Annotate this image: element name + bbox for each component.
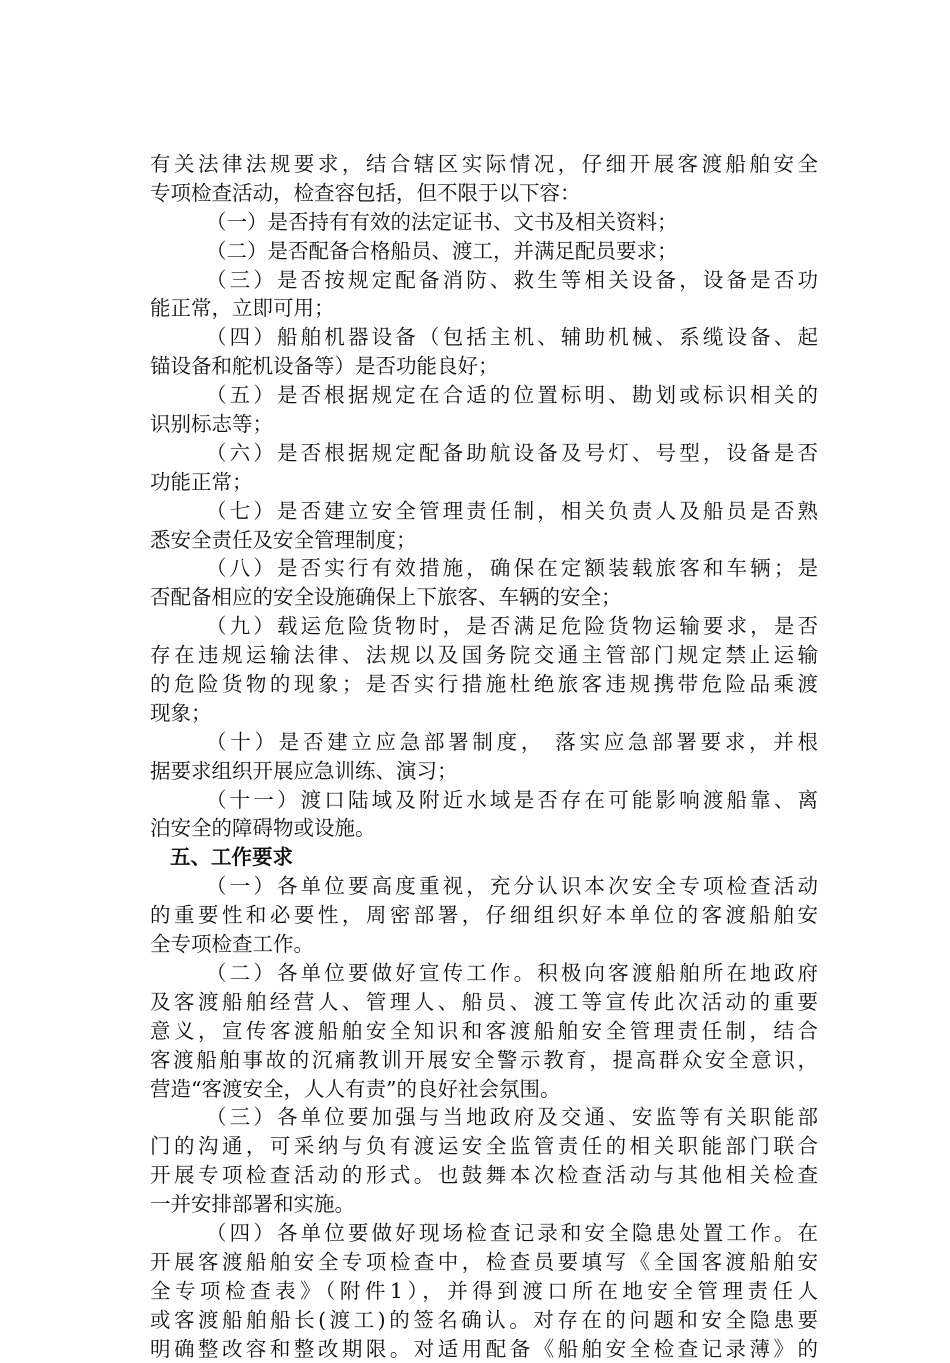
text-line: 的重要性和必要性，周密部署，仔细组织好本单位的客渡船舶安 [150, 903, 818, 928]
text-line: 开展专项检查活动的形式。也鼓舞本次检查活动与其他相关检查 [150, 1163, 818, 1188]
text-line: （二）是否配备合格船员、渡工，并满足配员要求； [206, 238, 678, 263]
text-line: 据要求组织开展应急训练、演习； [150, 758, 458, 783]
text-line: 泊安全的障碍物或设施。 [150, 816, 376, 841]
text-line: 开展客渡船舶安全专项检查中，检查员要填写《全国客渡船舶安 [150, 1249, 818, 1274]
text-line: 能正常，立即可用； [150, 296, 335, 321]
text-line: 否配备相应的安全设施确保上下旅客、车辆的安全； [150, 585, 622, 610]
text-line: （五）是否根据规定在合适的位置标明、勘划或标识相关的 [206, 383, 818, 408]
text-line: （六）是否根据规定配备助航设备及号灯、号型，设备是否 [206, 440, 818, 465]
text-line: 全专项检查工作。 [150, 932, 314, 957]
text-line: （十）是否建立应急部署制度， 落实应急部署要求，并根 [206, 729, 818, 754]
text-line: 有关法律法规要求，结合辖区实际情况，仔细开展客渡船舶安全 [150, 152, 818, 176]
text-line: 一并安排部署和实施。 [150, 1192, 355, 1217]
text-line: （八）是否实行有效措施，确保在定额装载旅客和车辆；是 [206, 556, 818, 581]
text-line: （四）船舶机器设备（包括主机、辅助机械、系缆设备、起 [206, 325, 818, 350]
text-line: 明确整改容和整改期限。对适用配备《船舶安全检查记录薄》的 [150, 1336, 818, 1361]
text-line: 存在违规运输法律、法规以及国务院交通主管部门规定禁止运输 [150, 643, 818, 668]
text-line: 锚设备和舵机设备等）是否功能良好； [150, 354, 499, 379]
text-line: 客渡船舶事故的沉痛教训开展安全警示教育，提高群众安全意识， [150, 1047, 818, 1072]
section-heading: 五、工作要求 [170, 845, 293, 870]
text-line: （十一）渡口陆域及附近水域是否存在可能影响渡船靠、离 [206, 787, 818, 812]
text-line: 及客渡船舶经营人、管理人、船员、渡工等宣传此次活动的重要 [150, 989, 818, 1014]
text-line: （一）各单位要高度重视，充分认识本次安全专项检查活动 [206, 874, 818, 899]
text-line: 专项检查活动，检查容包括，但不限于以下容： [150, 180, 581, 205]
text-line: 或客渡船舶船长(渡工)的签名确认。对存在的问题和安全隐患要 [150, 1307, 818, 1332]
text-line: （四）各单位要做好现场检查记录和安全隐患处置工作。在 [206, 1220, 818, 1245]
text-line: 全专项检查表》（附件1），并得到渡口所在地安全管理责任人 [150, 1278, 818, 1303]
document-body [150, 150, 818, 1363]
text-line: 意义，宣传客渡船舶安全知识和客渡船舶安全管理责任制，结合 [150, 1018, 818, 1043]
text-line: 功能正常； [150, 469, 253, 494]
text-line: 悉安全责任及安全管理制度； [150, 527, 417, 552]
text-line: 识别标志等； [150, 412, 273, 437]
text-line: 营造“客渡安全，人人有责”的良好社会氛围。 [150, 1076, 561, 1101]
text-line: 的危险货物的现象；是否实行措施杜绝旅客违规携带危险品乘渡 [150, 672, 818, 697]
text-line: （一）是否持有有效的法定证书、文书及相关资料； [206, 209, 678, 234]
text-line: （二）各单位要做好宣传工作。积极向客渡船舶所在地政府 [206, 960, 818, 985]
text-line: （七）是否建立安全管理责任制，相关负责人及船员是否熟 [206, 498, 818, 523]
text-line: （三）各单位要加强与当地政府及交通、安监等有关职能部 [206, 1105, 818, 1130]
text-line: 门的沟通，可采纳与负有渡运安全监管责任的相关职能部门联合 [150, 1134, 818, 1159]
text-line: 现象； [150, 700, 212, 725]
text-line: （九）载运危险货物时，是否满足危险货物运输要求，是否 [206, 614, 818, 639]
text-line: （三）是否按规定配备消防、救生等相关设备，设备是否功 [206, 267, 818, 292]
